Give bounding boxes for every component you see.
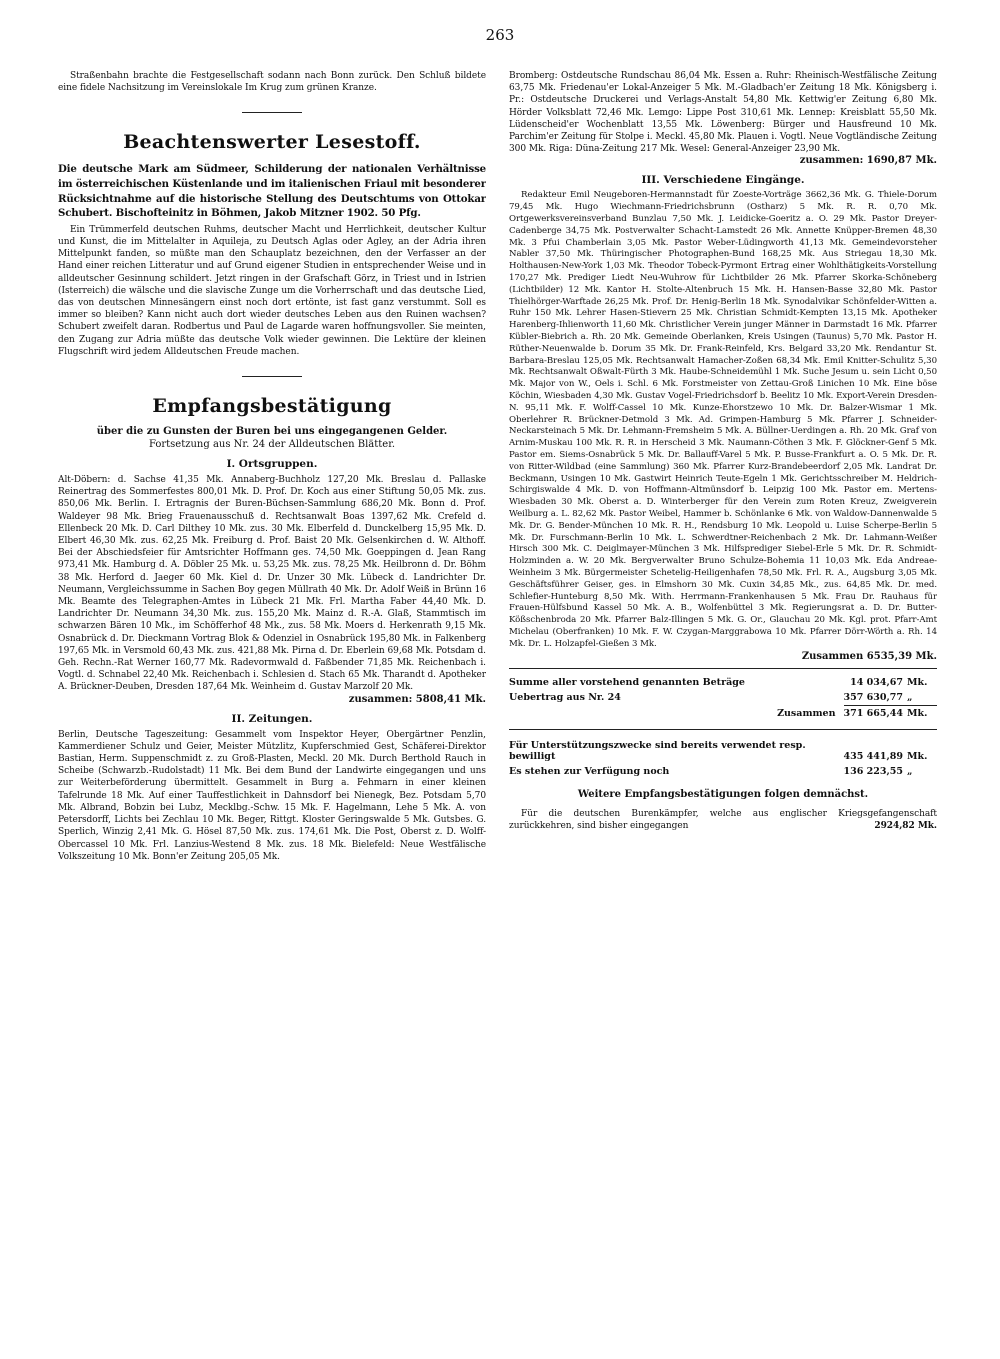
- summary-value: 357 630,77: [843, 691, 903, 703]
- left-column: [58, 70, 486, 1315]
- summary-label: Es stehen zur Verfügung noch: [509, 765, 670, 777]
- summary-row: [509, 764, 937, 779]
- summary-value: 14 034,67: [850, 676, 903, 688]
- summary-label: Für Unterstützungszwecke sind bereits verwendet resp. bewilligt: [509, 739, 806, 762]
- divider: [509, 729, 937, 730]
- intro-paragraph: Straßenbahn brachte die Festgesellschaft sodann nach Bonn zurück. Den Schluß bildete eine fidele Nachsitzung im Vereinslokale Im Krug zum grünen Kranze.: [58, 71, 486, 94]
- closing-value: 2924,82 Mk.: [874, 820, 937, 831]
- summary-unit: „: [907, 691, 913, 703]
- section-2-body: Berlin, Deutsche Tageszeitung: Gesammelt vom Inspektor Heyer, Obergärtner Penzlin, Kammerdiener Schulz und Geier, Meister Mützlitz, Kupferschmied Gest, Schäferei-Direktor Bastian, Herm. Suppenschmidt z. zu Groß-Plasten, Meckl. 20 Mk. Durch Berthold Rauch in Scheibe (Schwarzb.-Rudolstadt) 11 Mk. Bei dem Bund der Landwirte eingegangen und uns zur Weiterbeförderung übermittelt. Gesammelt in Burg a. Fehmarn in einer kleinen Tafelrunde 18 Mk. Auf einer Tauffestlichkeit in Dahnsdorf bei Nienegk, Bez. Potsdam 5,70 Mk. Albrand, Bobzin bei Lubz, Mecklbg.-Schw. 15 Mk. F. Hagelmann, Lehe 5 Mk. A. von Petersdorff, Lichts bei Zechlau 10 Mk. Beger, Rittgt. Kloster Geringswalde 5 Mk. Gutsbes. G. Sperlich, Winzig 2,41 Mk. G. Hösel 87,50 Mk. zus. 174,61 Mk. Die Post, Oberst z. D. Wolff-Obercassel 10 Mk. Frl. Lanzius-Westend 8 Mk. zus. 18 Mk. Bielefeld: Neue Westfälische Volkszeitung 10 Mk. Bonn'er Zeitung 205,05 Mk.: [58, 729, 486, 862]
- right-column: [509, 70, 937, 1300]
- empfang-title: Empfangsbestätigung: [152, 395, 392, 418]
- summary-label: Uebertrag aus Nr. 24: [509, 692, 621, 703]
- section-2-title: II. Zeitungen.: [231, 712, 313, 725]
- lesestoff-lead: Die deutsche Mark am Südmeer, Schilderung der nationalen Verhältnisse im österreichischen Küstenlande und im italienischen Friaul mit besonderer Rücksichtnahme auf die historische Stellung des Deutschtums von Ottokar Schubert. Bischofteinitz in Böhmen, Jakob Mitzner 1902. 50 Pfg.: [58, 163, 486, 220]
- summary-table: [509, 675, 937, 779]
- section-2-continuation: Bromberg: Ostdeutsche Rundschau 86,04 Mk. Essen a. Ruhr: Rheinisch-Westfälische Zeitung 63,75 Mk. Friedenau'er Lokal-Anzeiger 5 Mk. M.-Gladbach'er Zeitung 18 Mk. Königsberg i. Pr.: Ostdeutsche Druckerei und Verlags-Anstalt 54,80 Mk. Kettwig'er Zeitung 6,80 Mk. Hörder Volksblatt 72,46 Mk. Lemgo: Lippe Post 310,61 Mk. Lennep: Kreisblatt 55,50 Mk. Lüdenscheid'er Wochenblatt 13,55 Mk. Löwenberg: Bürger und Hausfreund 10 Mk. Parchim'er Zeitung für Stolpe i. Meckl. 45,80 Mk. Plauen i. Vogtl. Neue Vogtländische Zeitung 300 Mk. Riga: Düna-Zeitung 217 Mk. Wesel: General-Anzeiger 23,90 Mk.: [509, 71, 937, 155]
- empfang-continuation: Fortsetzung aus Nr. 24 der Alldeutschen Blätter.: [148, 439, 396, 451]
- divider: [242, 112, 302, 113]
- lesestoff-title: Beachtenswerter Lesestoff.: [123, 131, 421, 154]
- divider: [509, 668, 937, 669]
- summary-unit: Mk.: [903, 705, 937, 721]
- summary-row: [509, 690, 937, 706]
- summary-label: Zusammen: [777, 707, 836, 719]
- empfang-subtitle: über die zu Gunsten der Buren bei uns eingegangenen Gelder.: [96, 426, 448, 438]
- summary-value: 435 441,89: [843, 750, 903, 762]
- lesestoff-body: Ein Trümmerfeld deutschen Ruhms, deutscher Macht und Herrlichkeit, deutscher Kultur und Kunst, die im Mittelalter in Aquileja, zu Deutsch Aglas oder Agley, an der Adria ihren Mittelpunkt fanden, so müßte man den Schauplatz bezeichnen, den der Verfasser an der Hand einer reichen Litteratur und auf Grund eigener Studien in entsprechender Weise und in alldeutscher Gesinnung schildert. Jetzt ringen in der Grafschaft Görz, in Triest und in Istrien (Isterreich) die wälsche und die slavische Zunge um die Vorherrschaft und das deutsche Lied, das von deutschen Minnesängern einst noch dort ertönte, ist fast ganz verstummt. Soll es immer so bleiben? Kann nicht auch dort wieder deutsches Leben aus den Ruinen wachsen? Schubert zweifelt daran. Rodbertus und Paul de Lagarde waren hoffnungsvoller. Sie meinten, den Zugang zur Adria müßte das deutsche Volk wieder gewinnen. Die Lektüre der kleinen Flugschrift wird jedem Alldeutschen Freude machen.: [58, 224, 486, 357]
- section-3-total: Zusammen 6535,39 Mk.: [801, 650, 937, 662]
- summary-label: Summe aller vorstehend genannten Beträge: [509, 676, 745, 688]
- section-1-total: zusammen: 5808,41 Mk.: [348, 693, 486, 705]
- closing-paragraph: [509, 808, 937, 832]
- summary-unit: Mk.: [907, 676, 928, 688]
- summary-row: [509, 738, 937, 764]
- summary-row: [509, 675, 937, 690]
- section-2-total: zusammen: 1690,87 Mk.: [799, 155, 937, 167]
- summary-row: [509, 705, 937, 721]
- section-1-body: Alt-Döbern: d. Sachse 41,35 Mk. Annaberg-Buchholz 127,20 Mk. Breslau d. Pallaske Reinertrag des Sommerfestes 800,01 Mk. D. Prof. Dr. Koch aus einer Stiftung 50,05 Mk. zus. 850,06 Mk. Berlin. I. Ertragnis der Buren-Büchsen-Sammlung 686,20 Mk. Bonn d. Prof. Waldeyer 98 Mk. Brieg Frauenausschuß d. Rechtsanwalt Boas 1397,62 Mk. Crefeld d. Ellenbeck 20 Mk. D. Carl Dilthey 10 Mk. zus. 30 Mk. Elberfeld d. Dunckelberg 15,95 Mk. D. Elbert 46,30 Mk. zus. 62,25 Mk. Freiburg d. Prof. Baist 20 Mk. Gelsenkirchen d. W. Althoff. Bei der Abschiedsfeier für Amtsrichter Hoffmann ges. 74,50 Mk. Goeppingen d. Jean Rang 973,41 Mk. Hamburg d. A. Döbler 25 Mk. u. 53,25 Mk. zus. 78,25 Mk. Heilbronn d. Dr. Böhm 38 Mk. Herford d. Jaeger 60 Mk. Kiel d. Dr. Unzer 30 Mk. Lübeck d. Landrichter Dr. Neumann, Vergleichssumme in Sachen Boy gegen Müllrath 40 Mk. Dr. Adolf Weiß in Brünn 16 Mk. Beamte des Telegraphen-Amtes in Lübeck 21 Mk. Frl. Martha Faber 44,40 Mk. D. Landrichter Dr. Neumann 34,30 Mk. zus. 155,20 Mk. Mainz d. R.-A. Glaß, Stammtisch im schwarzen Bären 10 Mk., im Schöfferhof 48 Mk., zus. 58 Mk. Moers d. Herkenrath 9,15 Mk. Osnabrück d. Dr. Dieckmann Vortrag Blok & Odenziel in Osnabrück 195,80 Mk. in Falkenberg 197,65 Mk. in Versmold 60,43 Mk. zus. 421,88 Mk. Pirna d. Dr. Eberlein 69,68 Mk. Potsdam d. Geh. Rechn.-Rat Werner 160,77 Mk. Radevormwald d. Faßbender 71,85 Mk. Reichenbach i. Vogtl. d. Schnabel 22,40 Mk. Reichenbach i. Schlesien d. Stach 65 Mk. Tharandt d. Apotheker A. Brückner-Deuben, Dresden 187,64 Mk. Weinheim d. Gustav Marzolf 20 Mk.: [58, 475, 486, 693]
- summary-value: 371 665,44: [844, 705, 904, 721]
- further-confirmations-note: Weitere Empfangsbestätigungen folgen demnächst.: [577, 788, 869, 800]
- section-3-body: Redakteur Emil Neugeboren-Hermannstadt für Zoeste-Vorträge 3662,36 Mk. G. Thiele-Dorum 79,45 Mk. Hugo Wiechmann-Friedrichsbrunn (Ostharz) 5 Mk. R. R. 0,70 Mk. Ortgewerksvereinsverband Bunzlau 7,50 Mk. J. Leidicke-Goeritz a. O. 29 Mk. Pastor Dreyer-Cadenberge 34,75 Mk. Postverwalter Schacht-Lamstedt 26 Mk. Annette Knüpper-Bremen 48,30 Mk. 3 Pfui Chamberlain 3,05 Mk. Pastor Weber-Lüdingworth 41,13 Mk. Gemeindevorsteher Nabler 37,50 Mk. Thüringischer Photographen-Bund 168,25 Mk. Aus Striegau 18,30 Mk. Holthausen-New-York 1,03 Mk. Theodor Tobeck-Pyrmont Ertrag einer Wohlthätigkeits-Vorstellung 170,27 Mk. Prediger Liedt Neu-Wuhrow für Lichtbilder 26 Mk. Pfarrer Skorka-Schöneberg (Lichtbilder) 12 Mk. Kantor H. Stolte-Altenbruch 15 Mk. H. Hansen-Basse 32,80 Mk. Pastor Thielhörger-Warftade 26,25 Mk. Prof. Dr. Henig-Berlin 18 Mk. Synodalvikar Schönfelder-Witten a. Ruhr 150 Mk. Lehrer Hasen-Stievern 25 Mk. Christian Schmidt-Kempten 13,15 Mk. Apotheker Harenberg-Ihlienworth 11,60 Mk. Christlicher Verein junger Männer in Darmstadt 16 Mk. Pfarrer Kübler-Biebrich a. Rh. 20 Mk. Gemeinde Oberlanken, Kreis Usingen (Taunus) 5,70 Mk. Pastor H. Rüther-Neuenwalde b. Dorum 35 Mk. Dr. Frank-Reinfeld, Krs. Belgard 33,20 Mk. Rendantur St. Barbara-Breslau 125,05 Mk. Rechtsanwalt Hamacher-Zoßen 68,34 Mk. Emil Knitter-Schulitz 5,30 Mk. Rechtsanwalt Oßwalt-Fürth 3 Mk. Haube-Schneidemühl 1 Mk. Suche Jesum u. sein Licht 0,50 Mk. Major von W., Oels i. Schl. 6 Mk. Forstmeister von Zettau-Groß Linichen 10 Mk. Eine böse Köchin, Wiesbaden 4,30 Mk. Gustav Vogel-Friedrichsdorf b. Beelitz 10 Mk. Export-Verein Dresden-N. 95,11 Mk. F. Wolff-Cassel 10 Mk. Kunze-Ehorstzewo 10 Mk. Dr. Balzer-Wismar 1 Mk. Oberlehrer R. Brückner-Detmold 3 Mk. Ad. Grimpen-Hamburg 5 Mk. Pfarrer J. Schneider-Neckarsteinach 5 Mk. Dr. Lehmann-Fremsheim 5 Mk. A. Büllner-Uerdingen a. Rh. 20 Mk. Graf von Arnim-Muskau 100 Mk. R. R. in Herscheid 3 Mk. Naumann-Cöthen 3 Mk. F. Glöckner-Genf 5 Mk. Pastor em. Siems-Osnabrück 5 Mk. Dr. Ballauff-Varel 5 Mk. P. Busse-Frankfurt a. O. 5 Mk. Dr. R. von Ritter-Wildbad (eine Sammlung) 360 Mk. Pfarrer Kurz-Brandebeerdorf 2,05 Mk. Landrat Dr. Beckmann, Usingen 10 Mk. Gastwirt Heinrich Teute-Egeln 1 Mk. Gerichtsschreiber M. Heldrich-Schirgiswalde 4 Mk. D. von Hoffmann-Altmünsdorf b. Leipzig 100 Mk. Pastor em. Mertens-Wiesbaden 30 Mk. Oberst a. D. Winterberger für den Verein zum Roten Kreuz, Zweigverein Weilburg a. L. 82,62 Mk. Pastor Weibel, Hammer b. Schönlanke 6 Mk. von Waldow-Dannenwalde 5 Mk. Dr. G. Bender-München 10 Mk. R. H., Rendsburg 10 Mk. Leopold u. Luise Scherpe-Berlin 5 Mk. Dr. Furschmann-Berlin 10 Mk. L. Schwerdtner-Reichenbach 2 Mk. Dr. Lahmann-Weißer Hirsch 300 Mk. C. Deiglmayer-München 3 Mk. Hilfsprediger Siebel-Erle 5 Mk. Dr. R. Schmidt-Holzminden a. W. 20 Mk. Bergverwalter Bruno Schulze-Bohemia 11 10,03 Mk. Eda Andreae-Weinheim 3 Mk. Bürgermeister Schetelig-Heiligenhafen 78,50 Mk. Frl. R. A., Augsburg 3,05 Mk. Geschäftsführer Geiser, ges. in Elmshorn 30 Mk. Cuxin 34,85 Mk., zus. 64,85 Mk. Dr. med. Schlefier-Hunteburg 8,50 Mk. With. Herrmann-Frankenhausen 5 Mk. Frau Dr. Rauhaus für Frauen-Hülfsbund Kassel 50 Mk. A. B., Wolfenbüttel 3 Mk. Regierungsrat a. D. Dr. Butter-Kößschenbroda 20 Mk. Pfarrer Balz-Illingen 5 Mk. G. Or., Glauchau 20 Mk. Kgl. prot. Pfarr-Amt Michelau (Oberfranken) 10 Mk. F. W. Czygan-Marggrabowa 10 Mk. Pfarrer Dörr-Wörth a. Rh. 14 Mk. Dr. L. Holzapfel-Gießen 3 Mk.: [509, 190, 937, 649]
- summary-unit: Mk.: [907, 750, 928, 762]
- summary-unit: „: [907, 765, 913, 777]
- section-3-title: III. Verschiedene Eingänge.: [641, 174, 805, 187]
- divider: [242, 376, 302, 377]
- page-number: 263: [485, 26, 515, 44]
- summary-value: 136 223,55: [843, 765, 903, 777]
- section-1-title: I. Ortsgruppen.: [226, 458, 318, 471]
- closing-text: Für die deutschen Burenkämpfer, welche aus englischer Kriegsgefangenschaft zurückkehren, sind bisher eingegangen: [509, 808, 937, 831]
